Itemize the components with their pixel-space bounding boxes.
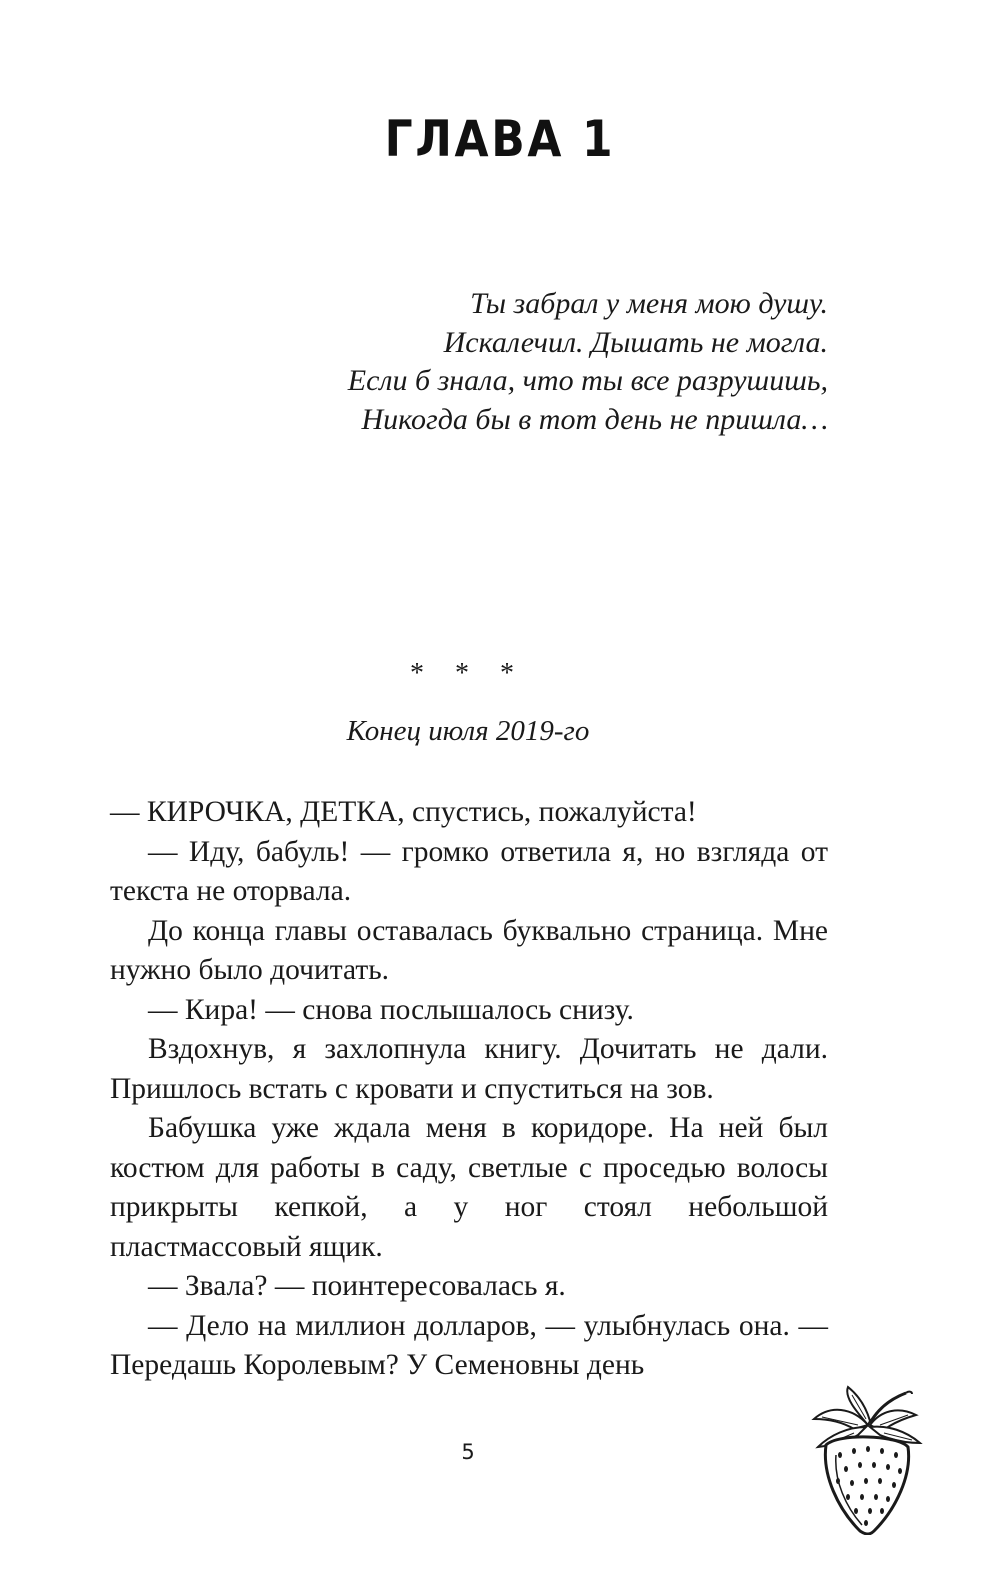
paragraph: — Кира! — снова послышалось снизу. bbox=[148, 993, 634, 1026]
paragraph: — КИРОЧКА, ДЕТКА, спустись, пожалуйста! bbox=[110, 796, 697, 828]
paragraph: До конца главы оставалась буквально страница. Мне нужно было дочитать. bbox=[110, 914, 828, 986]
paragraph: — Звала? — поинтересовалась я. bbox=[148, 1270, 566, 1302]
epigraph-line: Искалечил. Дышать не могла. bbox=[443, 325, 828, 359]
epigraph bbox=[348, 285, 828, 439]
strawberry-icon bbox=[808, 1385, 928, 1535]
chapter-title: ГЛАВА 1 bbox=[384, 110, 616, 168]
epigraph-line: Никогда бы в тот день не пришла… bbox=[361, 402, 828, 436]
epigraph-line: Если б знала, что ты все разрушишь, bbox=[347, 364, 828, 397]
section-separator: * * * bbox=[410, 658, 526, 689]
date-subtitle: Конец июля 2019-го bbox=[346, 715, 590, 747]
paragraph: Бабушка уже ждала меня в коридоре. На ней был костюм для работы в саду, светлые с проседью волосы прикрыты кепкой, а у ног стоял небольшой пластмассовый ящик. bbox=[110, 1112, 828, 1263]
paragraph: — Дело на миллион долларов, — улыбнулась она. — Передашь Королевым? У Семеновны день bbox=[110, 1309, 828, 1381]
paragraph: Вздохнув, я захлопнула книгу. Дочитать не дали. Пришлось встать с кровати и спуститься на зов. bbox=[110, 1033, 828, 1105]
page-number: 5 bbox=[461, 1440, 475, 1464]
paragraph: — Иду, бабуль! — громко ответила я, но взгляда от текста не оторвала. bbox=[110, 835, 828, 907]
epigraph-line: Ты забрал у меня мою душу. bbox=[470, 287, 828, 320]
body-text bbox=[110, 793, 828, 1386]
